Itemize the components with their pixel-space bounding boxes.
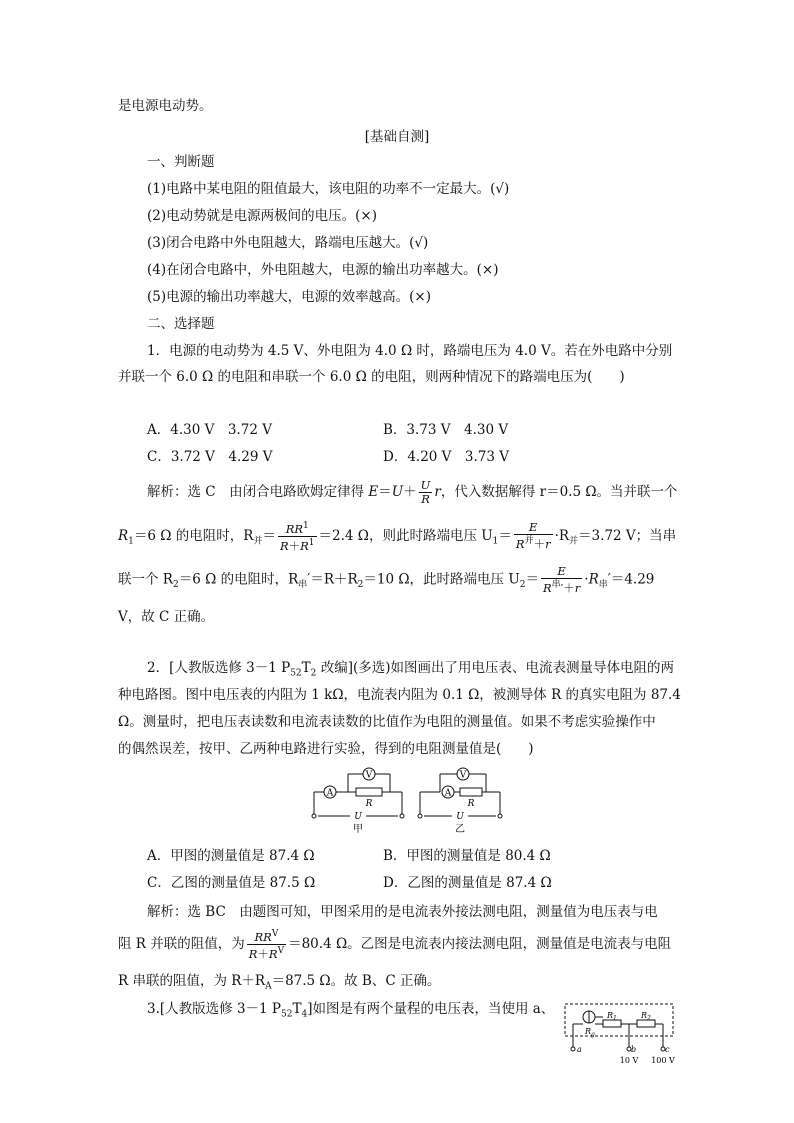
terminal-c-label: c (665, 1045, 670, 1054)
yi-ammeter-label: A (444, 788, 452, 799)
q1-solution-line4: V，故 C 正确。 (118, 609, 215, 625)
terminal-a-label: a (577, 1045, 582, 1054)
jia-voltage-label: U (354, 812, 362, 822)
q2-solution-line2: 阻 R 并联的阻值，为 $\frac{RR^V}{R+R^V}$ ＝80.4 Ω。乙图是电流表内接法测电阻，测量值是电流表与电阻 (118, 929, 672, 961)
q2-stem-line3: Ω。测量时，把电压表读数和电流表读数的比值作为电阻的测量值。如果不考虑实验操作中 (118, 714, 656, 730)
q1-option-a: A．4.30 V 3.72 V (147, 422, 272, 438)
q1-stem-line1: 1．电源的电动势为 4.5 V、外电阻为 4.0 Ω 时，路端电压为 4.0 V。若在外电路中分别 (147, 343, 673, 359)
yi-voltage-label: U (456, 812, 464, 822)
q2-stem-line4: 的偶然误差，按甲、乙两种电路进行实验，得到的电阻测量值是( ) (118, 741, 534, 757)
yi-voltmeter-label: V (459, 770, 467, 781)
jia-ammeter-label: A (326, 788, 334, 799)
range-10v-label: 10 V (619, 1056, 639, 1065)
jia-caption: 甲 (353, 824, 363, 835)
yi-resistor-label: R (467, 799, 475, 809)
q2-option-c: C．乙图的测量值是 87.5 Ω (147, 875, 316, 891)
q2-option-a: A．甲图的测量值是 87.4 Ω (147, 848, 315, 864)
tf-item-4: (4)在闭合电路中，外电阻越大，电源的输出功率越大。(×) (147, 262, 499, 278)
q2-stem-line1: 2．[人教版选修 3－1 $P_{52}T_2$ 改编](多选)如图画出了用电压表、电流表测量导体电阻的两 (147, 660, 674, 679)
tf-item-1: (1)电路中某电阻的阻值最大，该电阻的功率不一定最大。(√) (147, 181, 510, 197)
r1-label: $R_1$ (607, 1011, 617, 1022)
q1-option-b: B．3.73 V 4.30 V (383, 422, 509, 438)
q1-stem-line2: 并联一个 6.0 Ω 的电阻和串联一个 6.0 Ω 的电阻，则两种情况下的路端电压为( ) (118, 369, 625, 385)
tf-item-3: (3)闭合电路中外电阻越大，路端电压越大。(√) (147, 235, 429, 251)
intro-tail: 是电源电动势。 (118, 98, 213, 114)
part1-heading: 一、判断题 (147, 154, 215, 170)
q3-stem-line1: 3.[人教版选修 3－1 $P_{52}T_4$]如图是有两个量程的电压表，当使用 a、 (147, 1001, 555, 1020)
q2-circuit-figure (310, 764, 510, 836)
q1-solution-line2: $R_1=6$ Ω 的电阻时，$R_并=$ $\frac{RR^1}{R+R^1}$ ＝2.4 Ω，则此时路端电压 $U_1=$ $\frac{E}{R^并+r}$ $\cdot R_并=3.72$ V；当串 (118, 520, 677, 553)
tf-item-5: (5)电源的输出功率越大，电源的效率越高。(×) (147, 289, 431, 305)
r2-label: $R_2$ (641, 1011, 651, 1022)
q2-solution-line3: R 串联的阻值，为 $R+R_A=87.5$ Ω。故 B、C 正确。 (118, 973, 441, 992)
jia-resistor-label: R (365, 799, 373, 809)
terminal-b-label: b (631, 1045, 637, 1054)
q1-option-d: D．4.20 V 3.73 V (383, 449, 510, 465)
tf-item-2: (2)电动势就是电源两极间的电压。(×) (147, 208, 377, 224)
q1-option-c: C．3.72 V 4.29 V (147, 449, 273, 465)
rg-label: $R_g$ (585, 1027, 595, 1038)
q1-solution-line1: 解析：选 C 由闭合电路欧姆定律得 E＝U＋ $\frac{U}{R}$ r，代入数据解得 r＝0.5 Ω。当并联一个 (147, 478, 678, 506)
q2-option-b: B．甲图的测量值是 80.4 Ω (383, 848, 551, 864)
part2-heading: 二、选择题 (147, 316, 215, 332)
q2-stem-line2: 种电路图。图中电压表的内阻为 1 kΩ，电流表内阻为 0.1 Ω，被测导体 R 的真实电阻为 87.4 (118, 687, 681, 703)
q2-solution-line1: 解析：选 BC 由题图可知，甲图采用的是电流表外接法测电阻，测量值为电压表与电 (147, 904, 658, 920)
section-title: [基础自测] (364, 129, 430, 145)
jia-voltmeter-label: V (365, 770, 373, 781)
yi-caption: 乙 (455, 824, 465, 835)
q3-voltmeter-figure (563, 999, 683, 1069)
q2-option-d: D．乙图的测量值是 87.4 Ω (383, 875, 552, 891)
range-100v-label: 100 V (651, 1056, 675, 1065)
q1-solution-line3: 联一个 $R_2=6$ Ω 的电阻时，$R_串'=R+R_2=10$ Ω，此时路端电压 $U_2=$ $\frac{E}{R^串'+r}$ $\cdot R_串'=4.29$ (118, 564, 655, 595)
